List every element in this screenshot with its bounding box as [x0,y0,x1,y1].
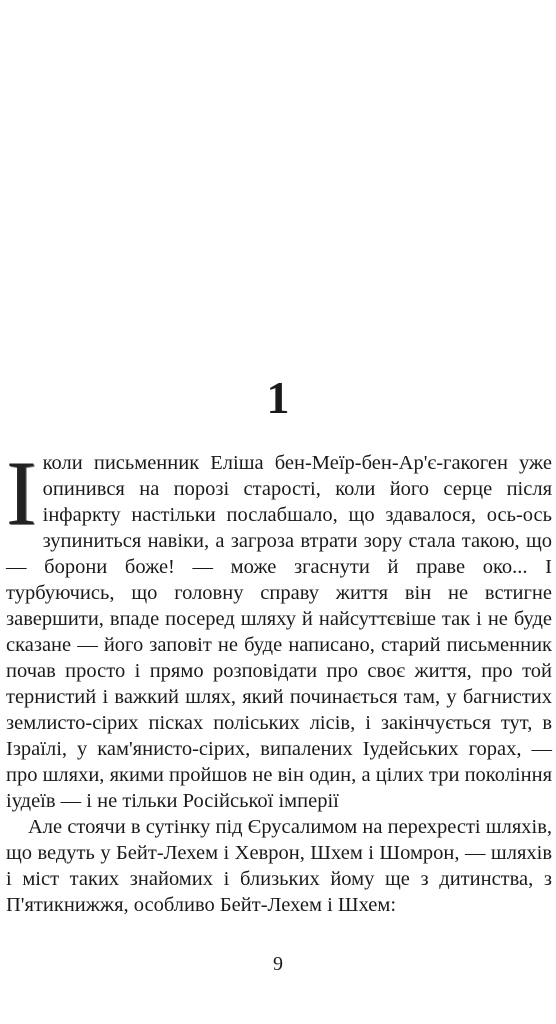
paragraph-1 [6,442,552,814]
drop-cap: І [6,442,37,544]
paragraph-2: Але стоячи в сутінку під Єрусалимом на перехресті шляхів, що ведуть у Бейт-Лехем і Хеврон, Шхем і Шомрон, — шляхів і міст таких знайомих і близьких йому ще з дитинства, з П'ятикнижжя, особливо Бейт-Лехем і Шхем: [6,816,552,916]
paragraph-1-text: коли письменник Еліша бен-Меїр-бен-Ар'є-гакоген уже опинився на порозі старості, коли його серце після інфаркту настільки послабшало, що здавалося, ось-ось зупиниться навіки, а загроза втрати зору стала такою, що — борони боже! — може згаснути й праве око... І турбуючись, що головну справу життя він не встигне завершити, впаде посеред шляху й найсуттєвіше так і не буде сказане — його заповіт не буде написано, старий письменник почав просто і прямо розповідати про своє життя, про той тернистий і важкий шлях, який починається там, у багнистих землисто-сірих пісках поліських лісів, і закінчується тут, в Ізраїлі, у кам'янисто-сірих, випалених Іудейських горах, — про шляхи, якими пройшов не він один, а цілих три покоління іудеїв — і не тільки Російської імперії [6,452,552,812]
page-number: 9 [273,953,283,975]
text-block [6,442,552,918]
chapter-number: 1 [266,372,290,423]
